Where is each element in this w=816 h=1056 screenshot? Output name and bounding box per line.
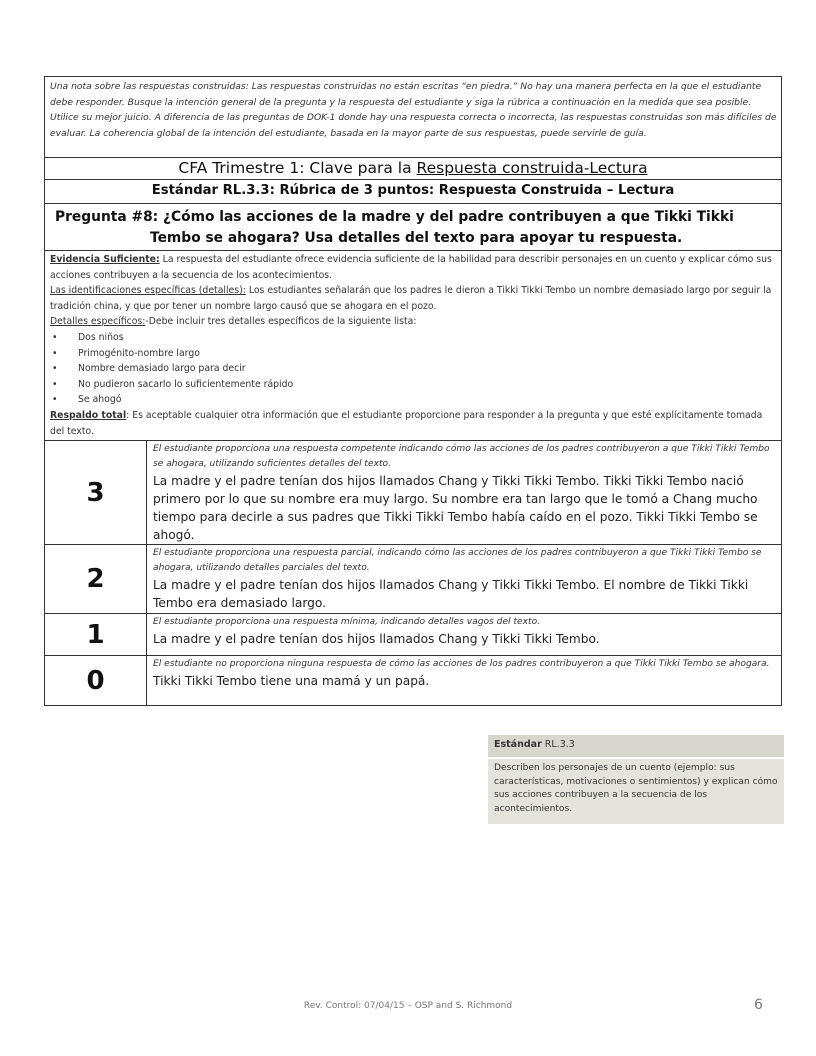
- score-description-cell: [147, 614, 782, 656]
- standard-description: Describen los personajes de un cuento (ejemplo: sus características, motivaciones o sentimientos) y explican cómo sus acciones contribuyen a la secuencia de los acontecimientos.: [488, 759, 784, 824]
- score-value: 3: [45, 441, 147, 545]
- score-value: 2: [45, 545, 147, 614]
- page-title: [45, 158, 782, 180]
- question-cell: [45, 204, 782, 251]
- list-item: • Nombre demasiado largo para decir: [50, 361, 777, 377]
- support-text: : Es aceptable cualquier otra información que el estudiante proporcione para responder a la pregunta y que esté explícitamente tomada del texto.: [50, 409, 763, 437]
- page-number: 6: [754, 997, 763, 1013]
- support-label: Respaldo total: [50, 409, 127, 421]
- details-label: Detalles específicos:: [50, 316, 146, 328]
- evidence-label: Evidencia Suficiente:: [50, 254, 160, 265]
- title-underlined: Respuesta construida-Lectura: [416, 159, 648, 177]
- list-item: • Primogénito-nombre largo: [50, 346, 777, 362]
- details-list: [50, 330, 777, 408]
- score-example: La madre y el padre tenían dos hijos llamados Chang y Tikki Tikki Tembo. El nombre de Tikki Tikki Tembo era demasiado largo.: [153, 578, 749, 610]
- score-description: El estudiante proporciona una respuesta parcial, indicando cómo las acciones de los padres contribuyeron a que Tikki Tikki Tembo se ahogara, utilizando detalles parciales del texto.: [153, 548, 762, 573]
- identifications-label: Las identificaciones específicas (detalles):: [50, 285, 246, 297]
- list-item: • Se ahogó: [50, 392, 777, 408]
- score-example: Tikki Tikki Tembo tiene una mamá y un papá.: [153, 674, 430, 688]
- list-item: • Dos niños: [50, 330, 777, 346]
- question-line-1: Pregunta #8: ¿Cómo las acciones de la madre y del padre contribuyen a que Tikki Tikki: [55, 209, 734, 225]
- evidence-paragraph: [50, 252, 777, 283]
- score-description: El estudiante proporciona una respuesta mínima, indicando detalles vagos del texto.: [153, 617, 541, 627]
- score-description: El estudiante proporciona una respuesta competente indicando cómo las acciones de los padres contribuyeron a que Tikki Tikki Tembo se ahogara, utilizando suficientes detalles del texto.: [153, 444, 770, 469]
- evidence-text: La respuesta del estudiante ofrece evidencia suficiente de la habilidad para describir personajes en un cuento y explicar cómo sus acciones contribuyen a la secuencia de los acontecimientos.: [50, 254, 772, 281]
- rubric-subtitle: Estándar RL.3.3: Rúbrica de 3 puntos: Respuesta Construida – Lectura: [45, 180, 782, 204]
- score-description-cell: [147, 656, 782, 706]
- rubric-table: [44, 76, 782, 706]
- score-value: 1: [45, 614, 147, 656]
- list-item: • No pudieron sacarlo lo suficientemente rápido: [50, 377, 777, 393]
- score-example: La madre y el padre tenían dos hijos llamados Chang y Tikki Tikki Tembo.: [153, 632, 600, 646]
- details-paragraph: [50, 314, 777, 330]
- score-description-cell: [147, 441, 782, 545]
- details-text: -Debe incluir tres detalles específicos de la siguiente lista:: [145, 316, 417, 328]
- score-value: 0: [45, 656, 147, 706]
- score-row-1: [45, 614, 782, 656]
- score-row-2: [45, 545, 782, 614]
- identifications-paragraph: [50, 283, 777, 314]
- score-row-3: [45, 441, 782, 545]
- score-row-0: [45, 656, 782, 706]
- revision-footer: Rev. Control: 07/04/15 – OSP and S. Richmond: [303, 1001, 513, 1011]
- score-description-cell: [147, 545, 782, 614]
- criteria-cell: [45, 251, 782, 441]
- title-prefix: CFA Trimestre 1: Clave para la: [178, 159, 417, 177]
- support-paragraph: [50, 408, 777, 439]
- constructed-response-note: Una nota sobre las respuestas construidas: Las respuestas construidas no están escritas “en piedra.” No hay una manera perfecta en la que el estudiante debe responder. Busque la intención general de la pregunta y la respuesta del estudiante y siga la rúbrica a continuación en la medida que sea posible. Utilice su mejor juicio. A diferencia de las preguntas de DOK-1 donde hay una respuesta correcta o incorrecta, las respuestas construidas son más difíciles de evaluar. La coherencia global de la intención del estudiante, basada en la mayor parte de sus respuestas, puede servirle de guía.: [45, 77, 782, 158]
- score-example: La madre y el padre tenían dos hijos llamados Chang y Tikki Tikki Tembo. Tikki Tikki Tembo nació primero por lo que su nombre era muy largo. Su nombre era tan largo que le tomó a Chang mucho tiempo para decirle a sus padres que Tikki Tikki Tembo había caído en el pozo. Tikki Tikki Tembo se ahogó.: [153, 474, 758, 542]
- standard-header: [488, 735, 784, 757]
- standard-box: [488, 735, 784, 824]
- standard-code: RL.3.3: [541, 739, 575, 750]
- score-description: El estudiante no proporciona ninguna respuesta de cómo las acciones de los padres contribuyeron a que Tikki Tikki Tembo se ahogara.: [153, 659, 770, 669]
- identifications-text: Los estudiantes señalarán que los padres le dieron a Tikki Tikki Tembo un nombre demasiado largo por seguir la tradición china, y que por tener un nombre largo causó que se ahogara en el pozo.: [50, 285, 772, 312]
- standard-label: Estándar: [494, 739, 542, 750]
- question-line-2: Tembo se ahogara? Usa detalles del texto para apoyar tu respuesta.: [150, 230, 683, 246]
